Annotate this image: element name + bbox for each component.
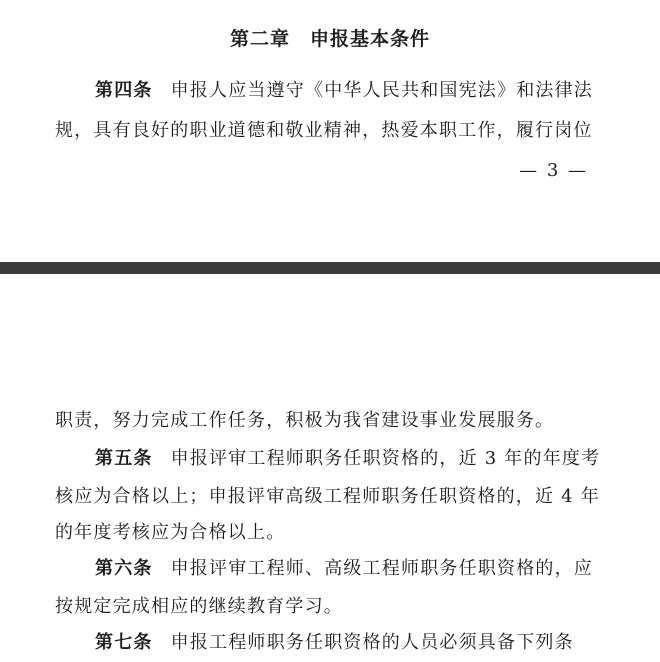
page-separator [0,262,660,274]
article-4-line-1 [95,76,593,102]
article-4-line-2: 规，具有良好的职业道德和敬业精神，热爱本职工作，履行岗位 [55,120,593,141]
article-5-line-1 [95,444,600,470]
article-5-text-1: 申报评审工程师职务任职资格的，近 3 年的年度考 [170,448,601,469]
chapter-title: 第二章 申报基本条件 [229,28,430,50]
article-5-line-3: 的年度考核应为合格以上。 [55,522,286,543]
article-6-label: 第六条 [95,558,153,579]
article-4-text-1: 申报人应当遵守《中华人民共和国宪法》和法律法 [170,80,594,101]
article-4-label: 第四条 [95,80,153,101]
article-5-line-2: 核应为合格以上；申报评审高级工程师职务任职资格的，近 4 年 [55,486,600,507]
article-5-label: 第五条 [95,448,153,469]
document-page-3 [0,0,660,262]
article-6-line-2: 按规定完成相应的继续教育学习。 [55,596,343,617]
article-7-text-1: 申报工程师职务任职资格的人员必须具备下列条 [170,632,574,653]
document-page-4 [0,274,660,662]
page-number: — 3 — [519,160,588,181]
article-6-text-1: 申报评审工程师、高级工程师职务任职资格的，应 [170,558,594,579]
article-4-line-3: 职责，努力完成工作任务，积极为我省建设事业发展服务。 [55,410,555,431]
article-6-line-1 [95,554,593,580]
article-7-line-1 [95,628,574,654]
article-7-label: 第七条 [95,632,153,653]
